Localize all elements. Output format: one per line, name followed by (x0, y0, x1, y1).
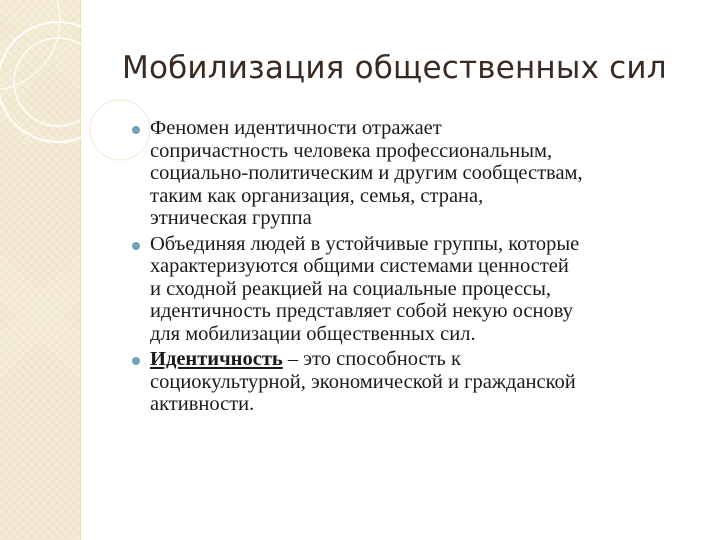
text-line: социокультурной, экономической и гражданской (150, 370, 576, 393)
text-line: этническая группа (150, 207, 312, 229)
bullet-item (150, 117, 705, 230)
text-line: и сходной реакцией на социальные процессы, (150, 277, 552, 300)
definition-term: Идентичность (150, 348, 283, 370)
text-line: таким как организация, семья, страна, (150, 184, 484, 207)
bullet-item (150, 348, 705, 416)
text-line: идентичность представляет собой некую основу (150, 300, 573, 322)
slide-title: Мобилизация общественных сил (122, 50, 667, 86)
text-line (150, 348, 705, 371)
text-line: Феномен идентичности отражает (150, 117, 442, 139)
bullet-list (150, 117, 705, 419)
text-line: сопричастность человека профессиональным, (150, 139, 553, 162)
bullet-icon (132, 242, 140, 250)
text-line: характеризуются общими системами ценностей (150, 255, 569, 277)
bullet-icon (132, 357, 140, 365)
text-line: для мобилизации общественных сил. (150, 322, 476, 345)
text-line: Объединяя людей в устойчивые группы, которые (150, 232, 580, 255)
definition-text: – это способность к (282, 348, 461, 370)
bullet-item (150, 233, 705, 346)
text-line: социально-политическим и другим сообществам, (150, 162, 583, 184)
bullet-icon (132, 126, 140, 134)
text-line: активности. (150, 393, 255, 415)
